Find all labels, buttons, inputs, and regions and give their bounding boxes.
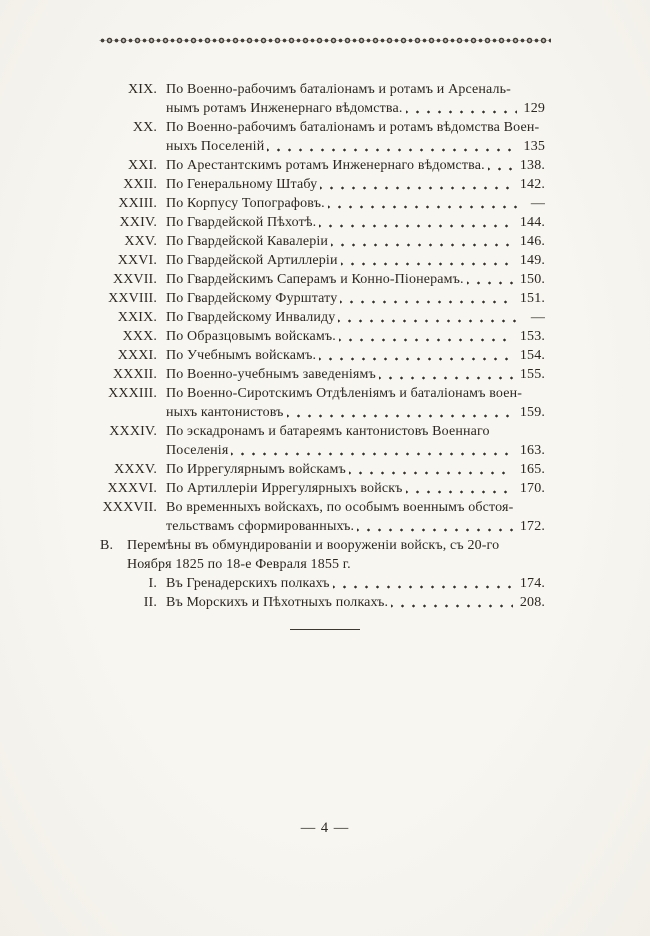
entry-last-line [166,270,545,289]
entry-last-line [166,574,545,593]
entry-page-number: 208. [519,595,545,610]
entry-page-number: — [530,196,545,211]
entry-text-line: По Гвардейскому Фурштату [166,291,338,306]
entry-last-line [166,365,545,384]
entry-number: XXIII. [118,196,157,211]
toc-entry [85,118,545,156]
entry-text-line: По Военно-рабочимъ баталіонамъ и ротамъ вѣдомства Воен- [166,120,540,135]
entry-page-number: 150. [519,272,545,287]
entry-number: XX. [132,120,157,135]
dot-leader [488,156,513,175]
entry-page-number: 172. [519,519,545,534]
entry-last-line [166,99,545,118]
entry-text-line: Въ Гренадерскихъ полкахъ [166,576,330,591]
dot-leader [467,270,513,289]
entry-number: XXV. [124,234,157,249]
toc-entry [85,536,545,574]
entry-number: XXIV. [119,215,157,230]
dot-leader [320,175,513,194]
entry-page-number: 129 [523,101,545,116]
entry-text-line: По Гвардейскому Инвалиду [166,310,336,325]
entry-page-number: 155. [519,367,545,382]
entry-text-line: Перемѣны въ обмундированіи и вооруженіи войскъ, съ 20-го [127,538,500,553]
toc-entry [85,346,545,365]
dot-leader [331,232,513,251]
entry-last-line [166,593,545,612]
entry-text-line: По Военно-рабочимъ баталіонамъ и ротамъ и Арсеналь- [166,82,511,97]
toc-entry [85,156,545,175]
toc-entry [85,460,545,479]
entry-text-line: По Образцовымъ войскамъ. [166,329,336,344]
dot-leader [341,251,513,270]
entry-page-number: — [530,310,545,325]
entry-page-number: 149. [519,253,545,268]
entry-text-line: По Военно-Сиротскимъ Отдѣленіямъ и баталіонамъ воен- [166,386,523,401]
dot-leader [379,365,513,384]
entry-text-line: По Гвардейской Артиллеріи [166,253,338,268]
dot-leader [338,308,523,327]
toc-entry [85,498,545,536]
entry-last-line [166,175,545,194]
entry-text-line: Во временныхъ войскахъ, по особымъ военнымъ обстоя- [166,500,514,515]
entry-number: XXIX. [117,310,157,325]
entry-number: XXXVII. [102,500,157,515]
entry-text-line: Ноября 1825 по 18-е Февраля 1855 г. [127,557,351,572]
toc-entry [85,251,545,270]
entry-last-line [127,555,545,574]
entry-page-number: 174. [519,576,545,591]
entry-text-line: По Арестантскимъ ротамъ Инженернаго вѣдомства. [166,158,485,173]
toc-entry [85,194,545,213]
entry-page-number: 165. [519,462,545,477]
entry-text-line: По эскадронамъ и батареямъ кантонистовъ Военнаго [166,424,490,439]
entry-page-number: 138. [519,158,545,173]
entry-number: XXXIII. [108,386,157,401]
dot-leader [391,593,513,612]
entry-text-line: нымъ ротамъ Инженернаго вѣдомства. [166,101,403,116]
entry-last-line [166,137,545,156]
dot-leader [339,327,513,346]
entry-last-line [166,517,545,536]
table-of-contents [85,80,545,612]
entry-page-number: 151. [519,291,545,306]
entry-last-line [166,403,545,422]
dot-leader [328,194,524,213]
entry-number: XIX. [128,82,157,97]
entry-last-line [166,194,545,213]
toc-entry [85,213,545,232]
entry-number: XXVII. [112,272,157,287]
entry-page-number: 144. [519,215,545,230]
entry-text-line: По Артиллеріи Иррегулярныхъ войскъ [166,481,403,496]
toc-entry [85,422,545,460]
dot-leader [357,517,513,536]
entry-page-number: 154. [519,348,545,363]
entry-last-line [166,327,545,346]
entry-text-line: По Военно-учебнымъ заведеніямъ [166,367,376,382]
dot-leader [340,289,513,308]
entry-page-number: 163. [519,443,545,458]
toc-entry [85,365,545,384]
entry-text-line: По Иррегулярнымъ войскамъ [166,462,346,477]
toc-entry [85,289,545,308]
toc-entry [85,232,545,251]
toc-entry [85,574,545,593]
dot-leader [287,403,513,422]
entry-number: XXXIV. [109,424,157,439]
dot-leader [267,137,516,156]
toc-entry [85,175,545,194]
entry-number: XXII. [123,177,157,192]
entry-last-line [166,251,545,270]
entry-page-number: 142. [519,177,545,192]
toc-entry [85,308,545,327]
toc-entry [85,479,545,498]
entry-text-line: ныхъ Поселеній [166,139,265,154]
dot-leader [406,99,517,118]
entry-page-number: 135 [523,139,545,154]
entry-number: XXVI. [117,253,157,268]
entry-text-line: По Гвардейскимъ Саперамъ и Конно-Піонерамъ. [166,272,464,287]
entry-number: XXXII. [112,367,157,382]
entry-number: XXXV. [114,462,157,477]
entry-last-line [166,289,545,308]
entry-page-number: 146. [519,234,545,249]
entry-text-line: По Учебнымъ войскамъ. [166,348,317,363]
entry-number: XXX. [122,329,157,344]
section-divider-rule [290,629,360,630]
toc-entry [85,80,545,118]
entry-text-line: По Гвардейской Кавалеріи [166,234,329,249]
entry-number: II. [143,595,157,610]
dot-leader [319,213,513,232]
entry-last-line [166,346,545,365]
dot-leader [349,460,513,479]
dot-leader [406,479,513,498]
entry-last-line [166,441,545,460]
entry-page-number: 159. [519,405,545,420]
toc-entry [85,327,545,346]
toc-entry [85,384,545,422]
entry-last-line [166,479,545,498]
entry-text-line: ныхъ кантонистовъ [166,405,284,420]
entry-page-number: 170. [519,481,545,496]
page-number-footer: — 4 — [300,820,350,836]
entry-last-line [166,213,545,232]
dot-leader [333,574,513,593]
dot-leader [319,346,513,365]
entry-number: I. [148,576,157,591]
dot-leader [231,441,512,460]
entry-last-line [166,232,545,251]
entry-number: В. [100,538,114,553]
entry-text-line: Поселенія [166,443,229,458]
entry-page-number: 153. [519,329,545,344]
toc-entry [85,593,545,612]
entry-number: XXXI. [117,348,157,363]
entry-last-line [166,460,545,479]
entry-text-line: По Корпусу Топографовъ. [166,196,325,211]
entry-last-line [166,156,545,175]
entry-last-line [166,308,545,327]
chain-ornament-border-icon [99,34,551,47]
entry-number: XXI. [128,158,157,173]
entry-text-line: По Гвардейской Пѣхотѣ. [166,215,317,230]
entry-text-line: тельствамъ сформированныхъ. [166,519,355,534]
entry-number: XXVIII. [108,291,157,306]
entry-text-line: Въ Морскихъ и Пѣхотныхъ полкахъ. [166,595,389,610]
toc-entry [85,270,545,289]
entry-number: XXXVI. [107,481,157,496]
entry-text-line: По Генеральному Штабу [166,177,318,192]
